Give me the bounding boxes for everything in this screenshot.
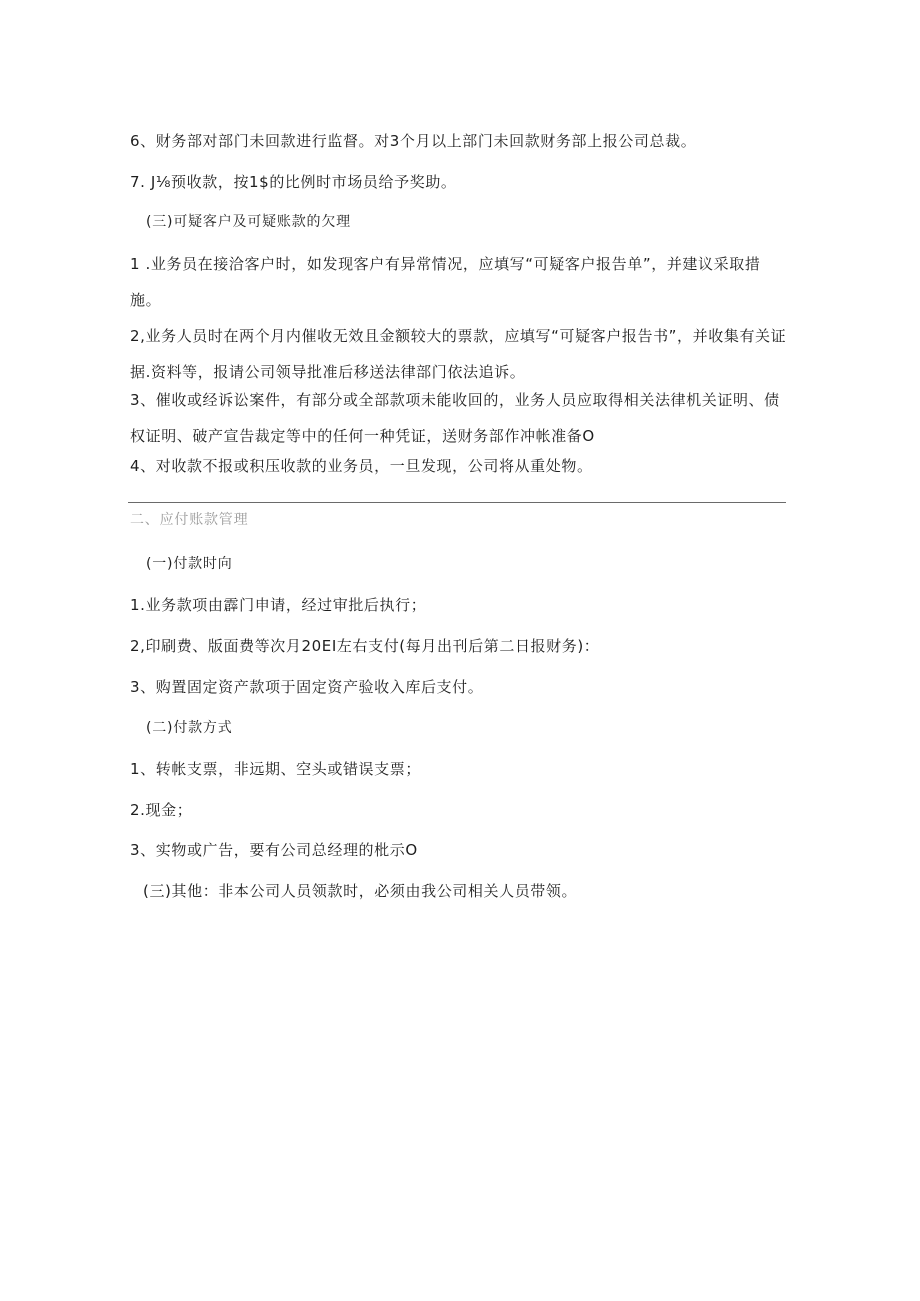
- payables-section-1-item-1: 1.业务款项由霹门申请，经过审批后执行；: [130, 596, 427, 614]
- section-3-item-2: 2,业务人员时在两个月内催收无效且金额较大的票款，应填写“可疑客户报告书”，并收集有关证据.资料等，报请公司领导批准后移送法律部门依法追诉。: [130, 327, 787, 381]
- payables-section-1-heading: (一)付款时向: [146, 556, 233, 572]
- payables-section-3-line: (三)其他：非本公司人员领款时，必须由我公司相关人员带领。: [143, 882, 578, 900]
- section-divider: [128, 502, 786, 503]
- payables-heading: 二、应付账款管理: [130, 512, 249, 528]
- payables-section-1-item-3: 3、购置固定资产款项于固定资产验收入库后支付。: [130, 678, 484, 696]
- section-3-item-3: 3、催收或经诉讼案件，有部分或全部款项未能收回的，业务人员应取得相关法律机关证明、债权证明、破产宣告裁定等中的任何一种凭证，送财务部作冲帐准备O: [130, 391, 780, 445]
- payables-section-2-item-3: 3、实物或广告，要有公司总经理的枇示O: [130, 841, 418, 859]
- payables-section-2-item-1: 1、转帐支票，非远期、空头或错误支票；: [130, 760, 421, 778]
- receivables-item-6: 6、财务部对部门未回款进行监督。对3个月以上部门未回款财务部上报公司总裁。: [130, 132, 697, 150]
- section-3-heading: (三)可疑客户及可疑账款的欠理: [146, 214, 351, 230]
- receivables-item-7: 7. J⅛预收款，按1$的比例时市场员给予奖助。: [130, 173, 457, 191]
- payables-section-2-heading: (二)付款方式: [146, 720, 233, 736]
- payables-section-2-item-2: 2.现金；: [130, 801, 193, 819]
- payables-section-1-item-2: 2,印刷费、版面费等次月20EI左右支付(每月出刊后第二日报财务)：: [130, 637, 600, 655]
- section-3-item-1: 1 .业务员在接洽客户时，如发现客户有异常情况，应填写“可疑客户报告单”，并建议采取措施。: [130, 255, 761, 309]
- section-3-item-4: 4、对收款不报或积压收款的业务员，一旦发现，公司将从重处物。: [130, 457, 593, 475]
